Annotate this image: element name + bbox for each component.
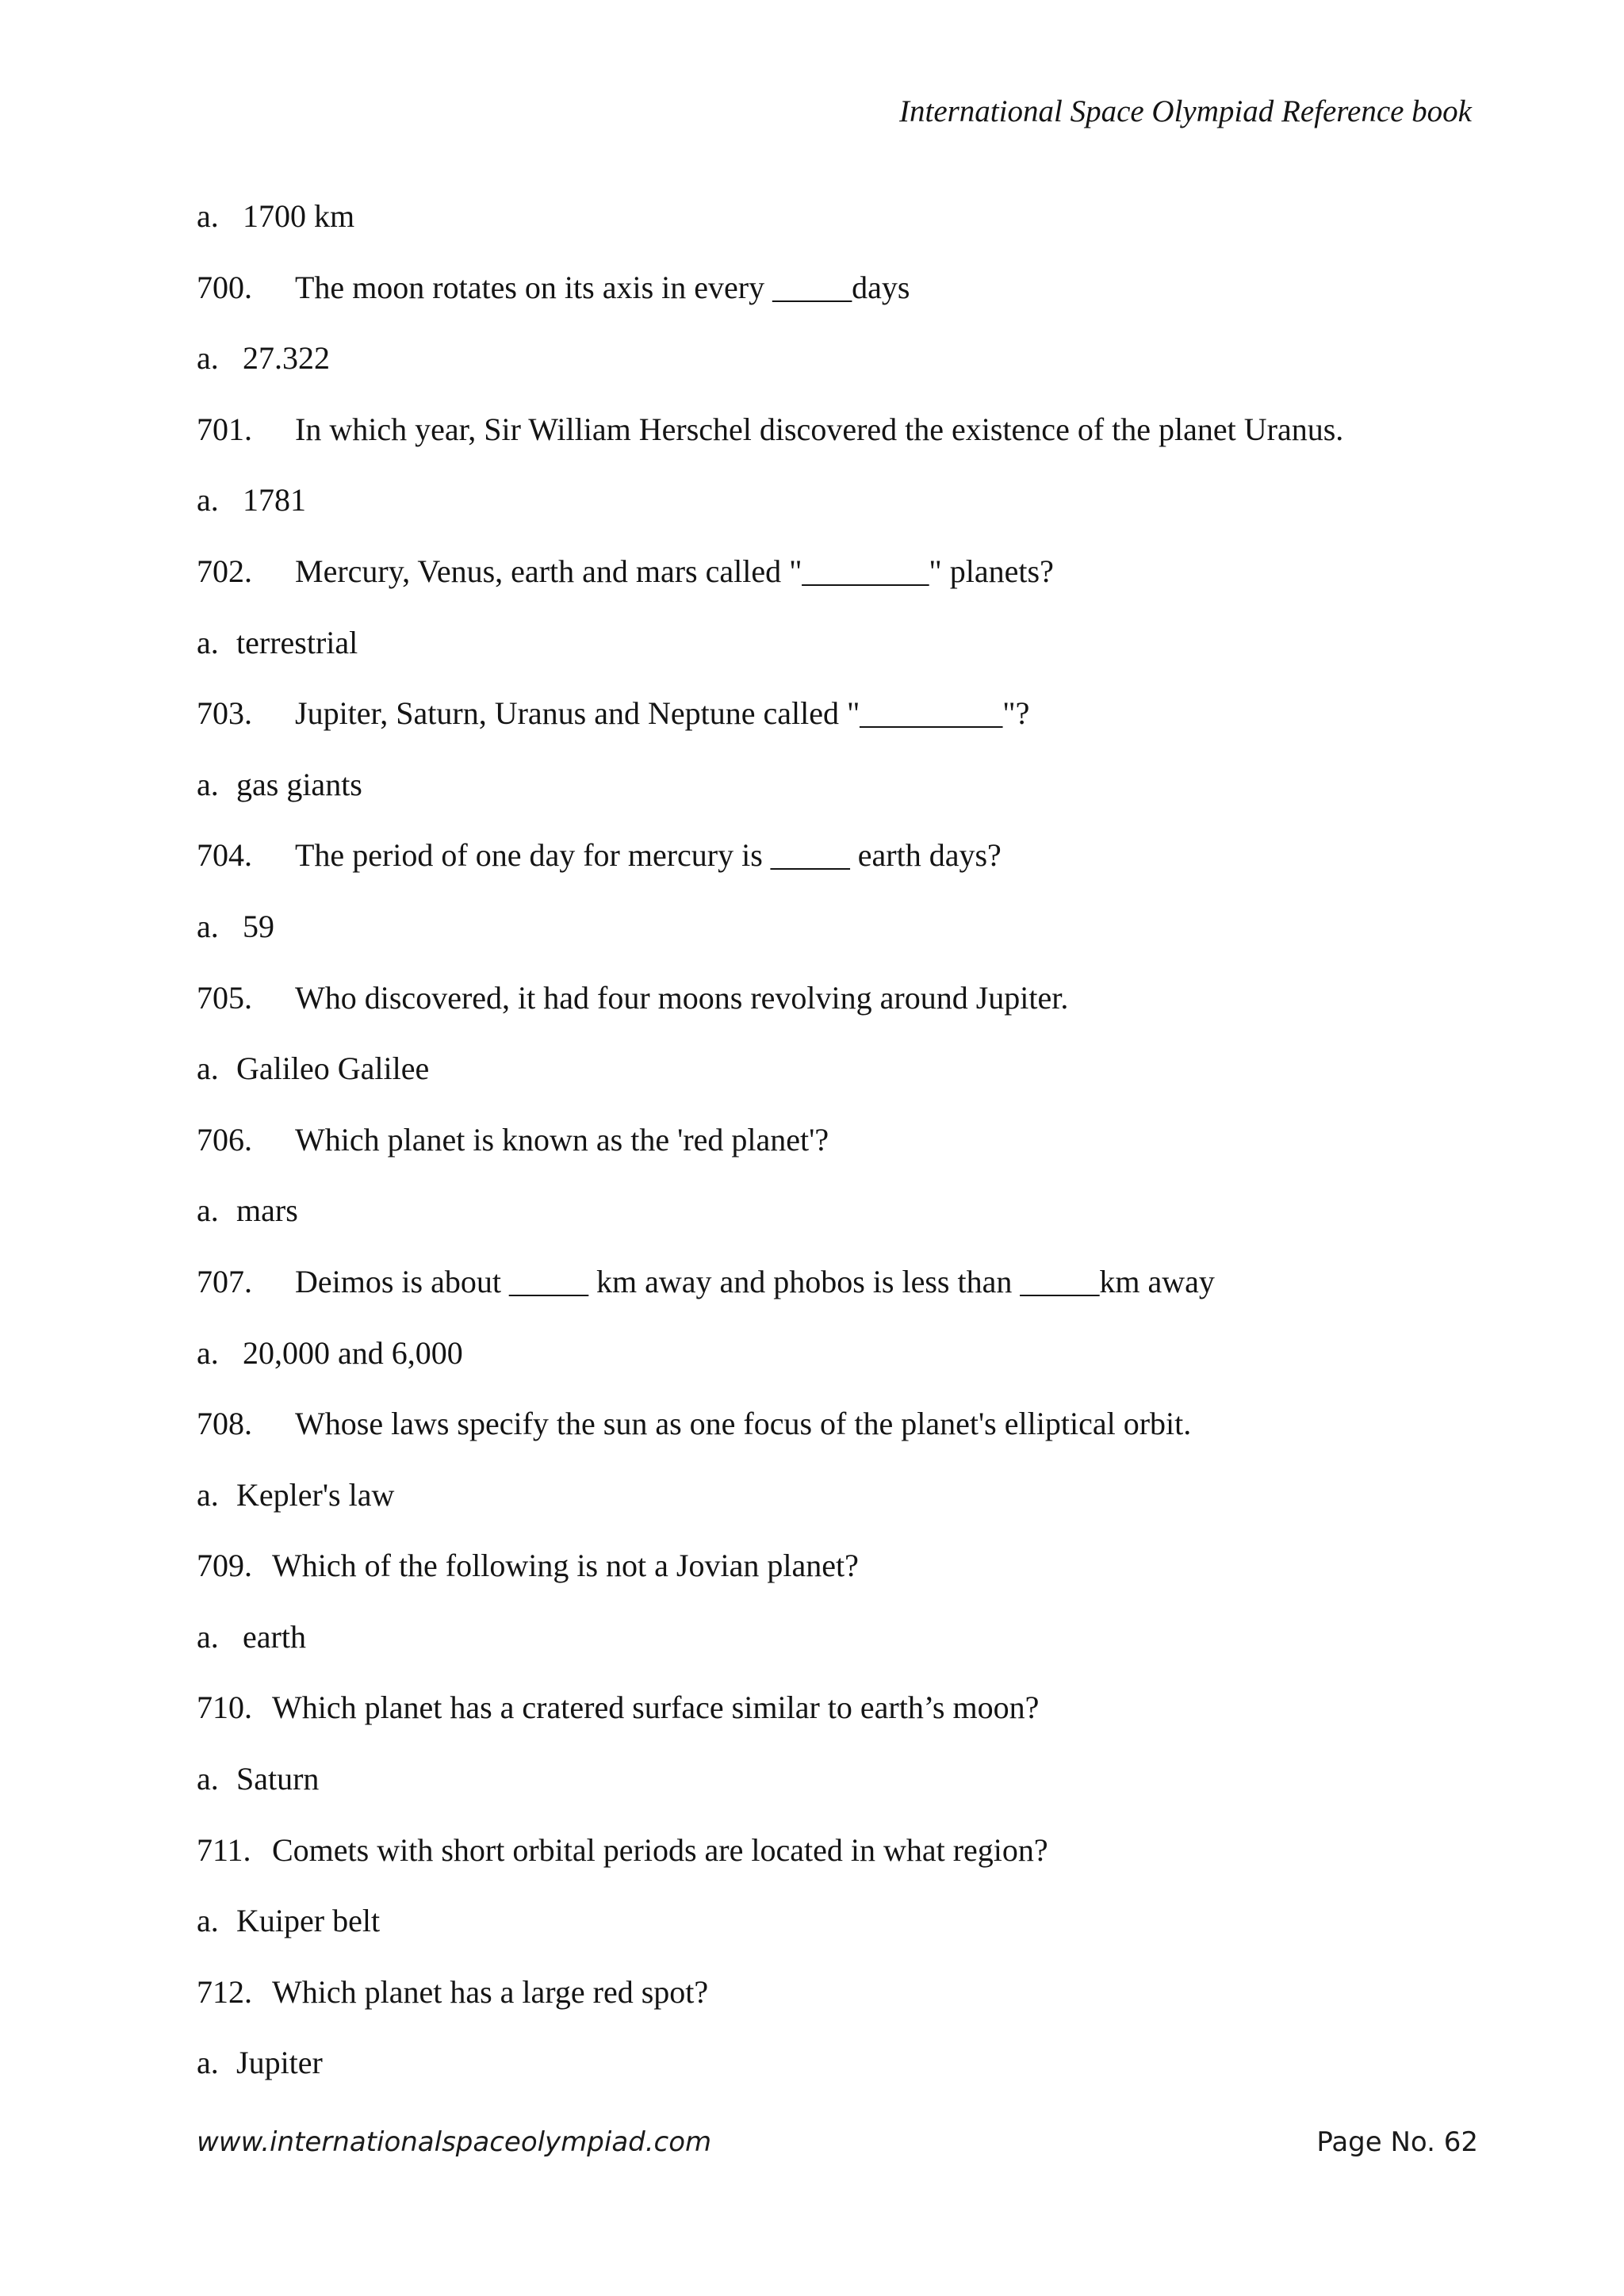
answer-line — [197, 1331, 1481, 1402]
answer-text: Kuiper belt — [236, 1903, 381, 1939]
answer-label: a. — [197, 1050, 219, 1087]
question-text: Which planet has a cratered surface similar to earth’s moon? — [272, 1689, 1040, 1726]
answer-text: Kepler's law — [236, 1476, 395, 1513]
question-text: In which year, Sir William Herschel discovered the existence of the planet Uranus. — [295, 411, 1344, 447]
answer-label: a. — [197, 1192, 219, 1229]
question-line — [197, 1970, 1481, 2042]
question-text: Deimos is about _____ km away and phobos is less than _____km away — [295, 1263, 1215, 1299]
answer-line — [197, 1047, 1481, 1118]
question-line — [197, 266, 1481, 337]
question-number: 710. — [197, 1689, 252, 1726]
running-header: International Space Olympiad Reference book — [899, 94, 1472, 128]
question-text: The period of one day for mercury is _____ earth days? — [295, 837, 1002, 874]
question-text: Which planet is known as the 'red planet'? — [295, 1121, 829, 1158]
question-line — [197, 1828, 1481, 1900]
question-line — [197, 1544, 1481, 1615]
answer-line — [197, 336, 1481, 408]
question-line — [197, 408, 1481, 479]
answer-text: 1781 — [243, 482, 306, 519]
answer-text: mars — [236, 1192, 298, 1229]
answer-text: 20,000 and 6,000 — [243, 1334, 463, 1371]
answer-label: a. — [197, 1761, 219, 1797]
question-list — [197, 194, 1481, 2112]
answer-line — [197, 194, 1481, 266]
question-text: Who discovered, it had four moons revolving around Jupiter. — [295, 979, 1069, 1016]
answer-line — [197, 2041, 1481, 2112]
answer-line — [197, 1473, 1481, 1544]
answer-line — [197, 1615, 1481, 1686]
answer-line — [197, 1757, 1481, 1828]
question-number: 704. — [197, 837, 252, 874]
question-text: Mercury, Venus, earth and mars called "________" planets? — [295, 553, 1054, 589]
answer-label: a. — [197, 1476, 219, 1513]
footer-website-link[interactable]: www.internationalspaceolympiad.com — [197, 2126, 712, 2158]
answer-label: a. — [197, 1334, 219, 1371]
question-number: 705. — [197, 979, 252, 1016]
question-number: 702. — [197, 553, 252, 589]
answer-label: a. — [197, 1618, 219, 1655]
answer-text: terrestrial — [236, 624, 358, 660]
answer-label: a. — [197, 1903, 219, 1939]
question-number: 708. — [197, 1406, 252, 1442]
answer-label: a. — [197, 340, 219, 377]
question-text: Whose laws specify the sun as one focus of the planet's elliptical orbit. — [295, 1406, 1192, 1442]
answer-text: gas giants — [236, 766, 362, 802]
answer-line — [197, 478, 1481, 549]
question-line — [197, 691, 1481, 763]
answer-label: a. — [197, 908, 219, 944]
question-number: 712. — [197, 1973, 252, 2010]
answer-line — [197, 763, 1481, 834]
answer-text: Saturn — [236, 1761, 320, 1797]
answer-label: a. — [197, 624, 219, 660]
answer-text: 27.322 — [243, 340, 330, 377]
answer-text: earth — [243, 1618, 306, 1655]
question-text: The moon rotates on its axis in every _____days — [295, 269, 910, 305]
question-line — [197, 1402, 1481, 1473]
question-text: Which of the following is not a Jovian planet? — [272, 1548, 859, 1584]
question-number: 711. — [197, 1831, 251, 1868]
question-text: Which planet has a large red spot? — [272, 1973, 709, 2010]
answer-text: 1700 km — [243, 198, 355, 234]
question-line — [197, 833, 1481, 905]
answer-line — [197, 905, 1481, 976]
question-text: Comets with short orbital periods are located in what region? — [272, 1831, 1048, 1868]
answer-text: Galileo Galilee — [236, 1050, 430, 1087]
question-line — [197, 1118, 1481, 1189]
question-line — [197, 1686, 1481, 1757]
answer-text: Jupiter — [236, 2045, 323, 2081]
question-number: 706. — [197, 1121, 252, 1158]
question-number: 700. — [197, 269, 252, 305]
answer-label: a. — [197, 482, 219, 519]
answer-line — [197, 621, 1481, 692]
answer-text: 59 — [243, 908, 274, 944]
question-line — [197, 549, 1481, 621]
answer-label: a. — [197, 766, 219, 802]
question-number: 709. — [197, 1548, 252, 1584]
question-number: 701. — [197, 411, 252, 447]
answer-label: a. — [197, 198, 219, 234]
question-line — [197, 976, 1481, 1047]
answer-line — [197, 1188, 1481, 1260]
answer-line — [197, 1899, 1481, 1970]
question-line — [197, 1260, 1481, 1331]
question-number: 707. — [197, 1263, 252, 1299]
question-text: Jupiter, Saturn, Uranus and Neptune called "_________"? — [295, 695, 1030, 732]
question-number: 703. — [197, 695, 252, 732]
answer-label: a. — [197, 2045, 219, 2081]
page-number: Page No. 62 — [1316, 2126, 1478, 2158]
